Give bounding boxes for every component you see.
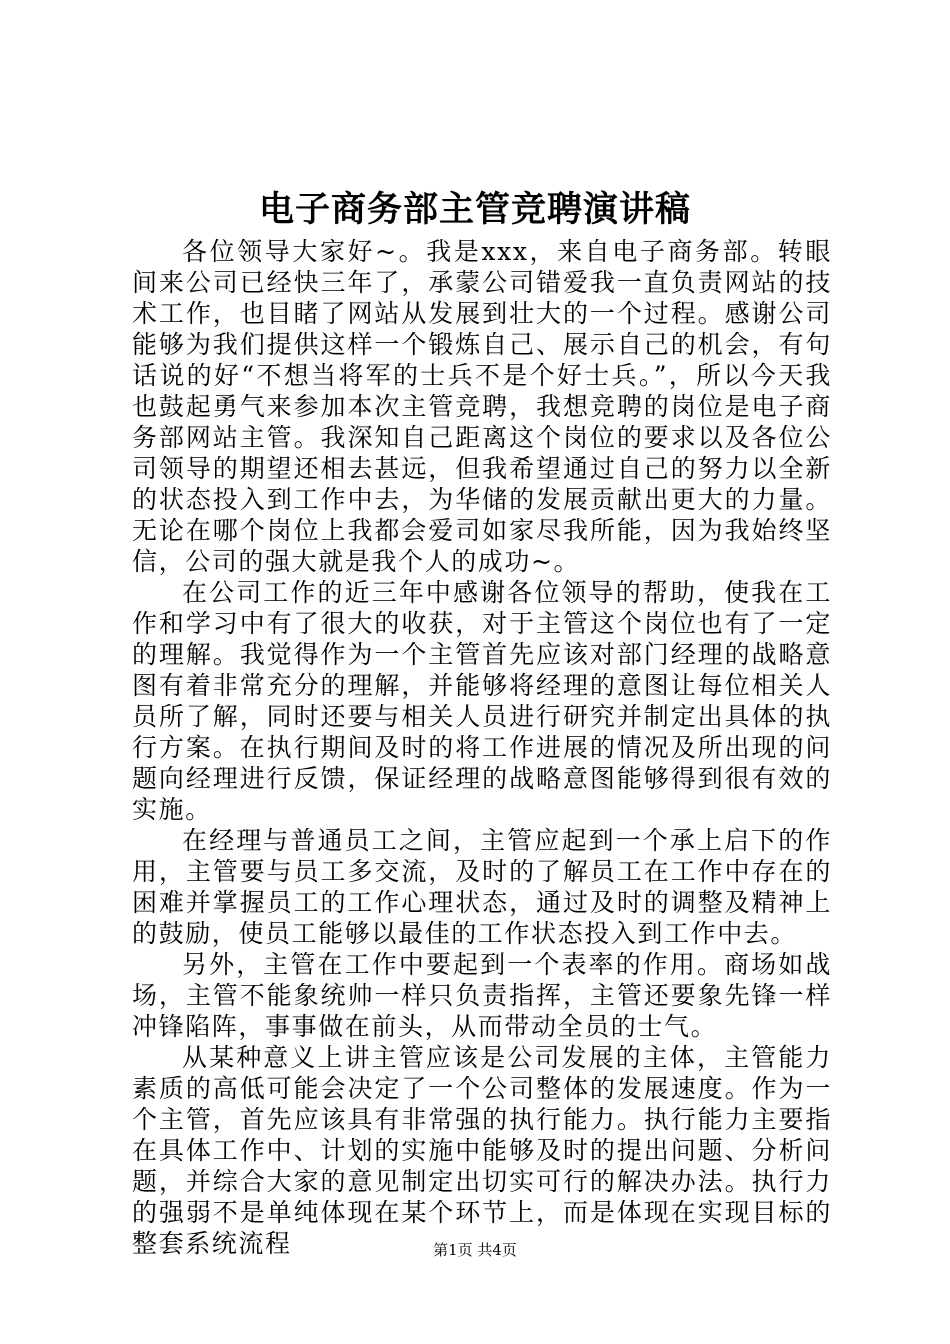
paragraph: 另外，主管在工作中要起到一个表率的作用。商场如战场，主管不能象统帅一样只负责指挥，主管还要象先锋一样冲锋陷阵，事事做在前头，从而带动全员的士气。 <box>132 950 832 1041</box>
paragraph: 各位领导大家好~。我是xxx，来自电子商务部。转眼间来公司已经快三年了，承蒙公司错爱我一直负责网站的技术工作，也目睹了网站从发展到壮大的一个过程。感谢公司能够为我们提供这样一个锻炼自己、展示自己的机会，有句话说的好“不想当将军的士兵不是个好士兵。”，所以今天我也鼓起勇气来参加本次主管竞聘，我想竞聘的岗位是电子商务部网站主管。我深知自己距离这个岗位的要求以及各位公司领导的期望还相去甚远，但我希望通过自己的努力以全新的状态投入到工作中去，为华储的发展贡献出更大的力量。无论在哪个岗位上我都会爱司如家尽我所能，因为我始终坚信，公司的强大就是我个人的成功~。 <box>132 237 832 576</box>
document-title: 电子商务部主管竞聘演讲稿 <box>258 189 691 230</box>
paragraph: 在公司工作的近三年中感谢各位领导的帮助，使我在工作和学习中有了很大的收获，对于主管这个岗位也有了一定的理解。我觉得作为一个主管首先应该对部门经理的战略意图有着非常充分的理解，并能够将经理的意图让每位相关人员所了解，同时还要与相关人员进行研究并制定出具体的执行方案。在执行期间及时的将工作进展的情况及所出现的问题向经理进行反馈，保证经理的战略意图能够得到很有效的实施。 <box>132 578 832 824</box>
paragraph: 从某种意义上讲主管应该是公司发展的主体，主管能力素质的高低可能会决定了一个公司整体的发展速度。作为一个主管，首先应该具有非常强的执行能力。执行能力主要指在具体工作中、计划的实施中能够及时的提出问题、分析问题，并综合大家的意见制定出切实可行的解决办法。执行力的强弱不是单纯体现在某个环节上，而是体现在实现目标的整套系统流程 <box>132 1043 832 1258</box>
document-body <box>132 236 832 1259</box>
paragraph: 在经理与普通员工之间，主管应起到一个承上启下的作用，主管要与员工多交流，及时的了解员工在工作中存在的困难并掌握员工的工作心理状态，通过及时的调整及精神上的鼓励，使员工能够以最佳的工作状态投入到工作中去。 <box>132 826 832 948</box>
page-footer: 第1页 共4页 <box>433 1241 517 1259</box>
